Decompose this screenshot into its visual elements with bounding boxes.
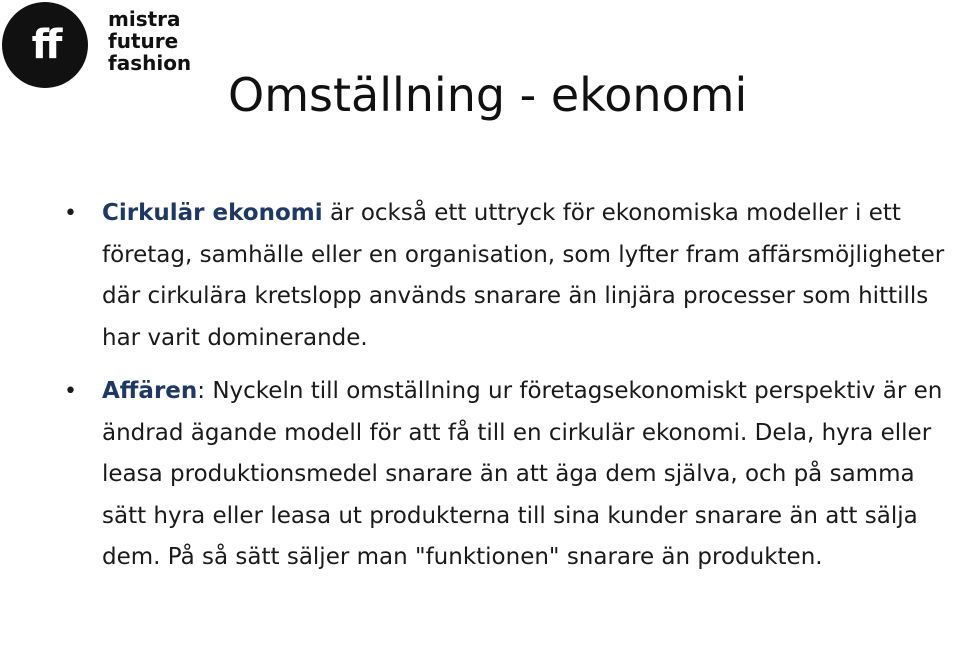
bullet-text: : Nyckeln till omställning ur företagsekonomiskt perspektiv är en ändrad ägande modell för att få till en cirkulär ekonomi. Dela, hyra eller leasa produktionsmedel snarare än att äga dem själva, och på samma sätt hyra eller leasa ut produkterna till sina kunder snarare än att sälja dem. På så sätt säljer man "funktionen" snarare än produkten. [102,378,943,570]
bullet-text: är också ett uttryck för ekonomiska modeller i ett företag, samhälle eller en organisation, som lyfter fram affärsmöjligheter där cirkulära kretslopp används snarare än linjära processer som hittills har varit dominerande. [102,200,945,351]
logo-wordmark [108,8,191,74]
ff-logo-mark: ff [2,2,88,88]
bullet-dot: • [64,379,77,404]
logo-line-2: future [108,29,179,53]
bullet-term: Affären [102,378,198,404]
bullet-list [64,193,952,579]
bullet-item-circular-economy [64,193,952,359]
bullet-item-business [64,371,952,579]
bullet-dot: • [64,201,77,226]
bullet-term: Cirkulär ekonomi [102,200,323,226]
logo-line-3: fashion [108,51,192,75]
slide-title: Omställning - ekonomi [228,68,748,122]
mistra-future-fashion-logo [0,0,200,92]
logo-line-1: mistra [108,7,181,31]
